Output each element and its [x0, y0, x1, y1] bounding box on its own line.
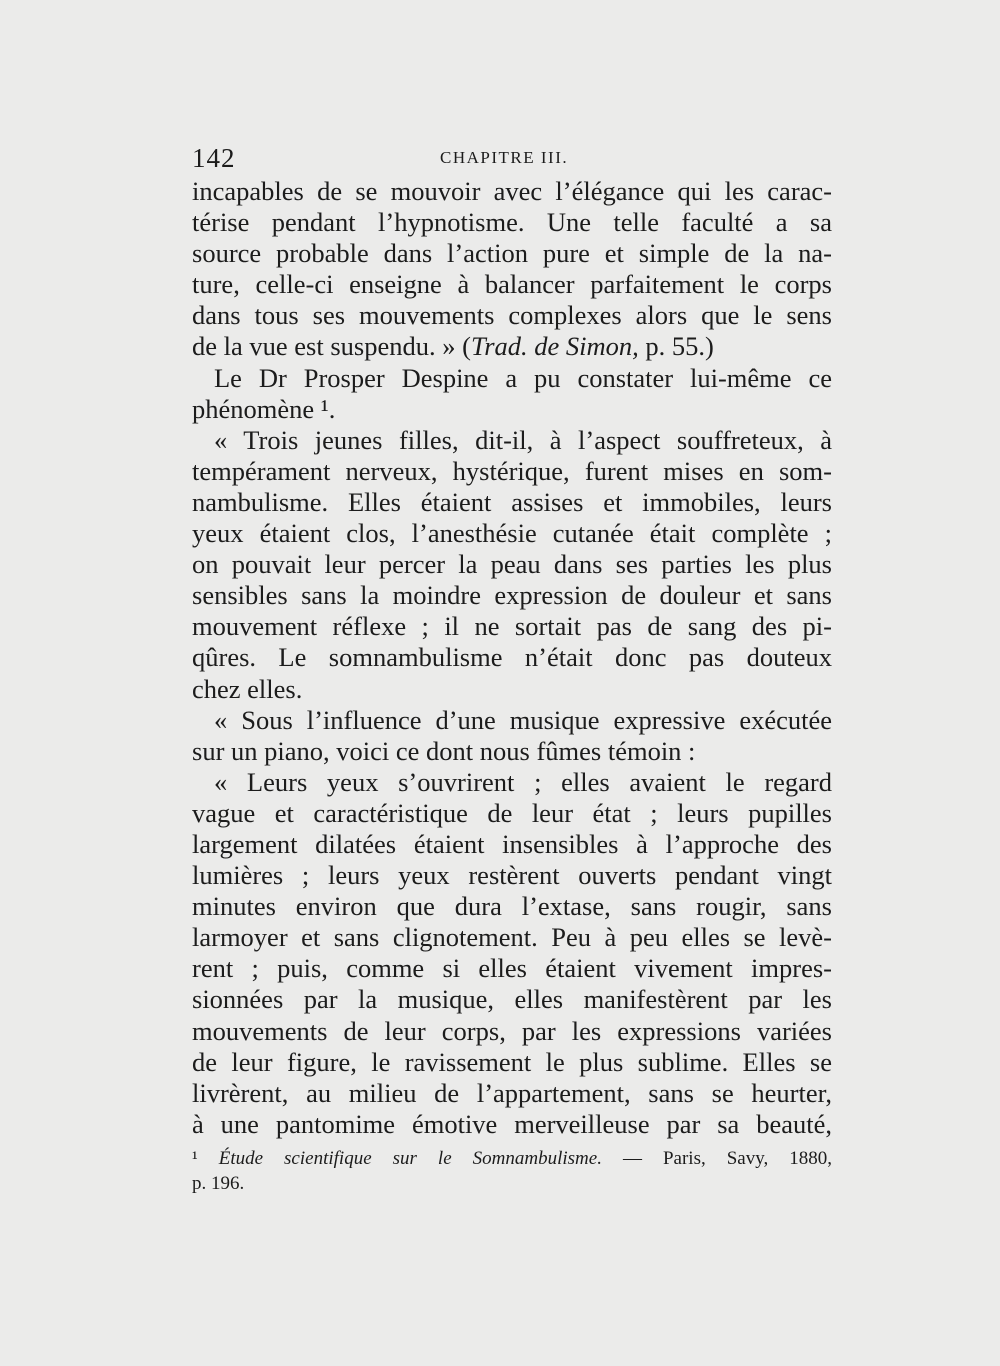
text-line: Le Dr Prosper Despine a pu constater lui-même ce [214, 362, 832, 393]
citation-title: Trad. de Simon, [470, 331, 639, 362]
footnote-line: ¹ Étude scientifique sur le Somnambulisme. — Paris, Savy, 1880, [192, 1148, 832, 1169]
text-line: yeux étaient clos, l’anesthésie cutanée était complète ; [192, 518, 832, 549]
text-line: phénomène ¹. [192, 393, 336, 424]
page-number: 142 [192, 143, 236, 173]
text-line: sensibles sans la moindre expression de douleur et sans [192, 580, 832, 611]
running-head [192, 143, 832, 173]
text-line: de leur figure, le ravissement le plus sublime. Elles se [192, 1046, 832, 1077]
chapter-title: CHAPITRE III. [440, 148, 569, 167]
text-line: livrèrent, au milieu de l’appartement, sans se heurter, [192, 1077, 832, 1108]
text-line: tempérament nerveux, hystérique, furent mises en som- [192, 455, 832, 486]
text-line: ture, celle-ci enseigne à balancer parfaitement le corps [192, 269, 832, 300]
text-line: minutes environ que dura l’extase, sans rougir, sans [192, 891, 832, 922]
text-line: sionnées par la musique, elles manifestèrent par les [192, 984, 832, 1015]
text-line: larmoyer et sans clignotement. Peu à peu elles se levè- [192, 922, 832, 953]
body-text [192, 176, 832, 1140]
text-line: « Leurs yeux s’ouvrirent ; elles avaient le regard [214, 766, 832, 797]
text-line: rent ; puis, comme si elles étaient vivement impres- [192, 953, 832, 984]
text-line: chez elles. [192, 673, 303, 704]
text-line: vague et caractéristique de leur état ; leurs pupilles [192, 797, 832, 828]
text-line: sur un piano, voici ce dont nous fûmes témoin : [192, 735, 696, 766]
text-line: source probable dans l’action pure et simple de la na- [192, 238, 832, 269]
footnote-line: p. 196. [192, 1173, 245, 1194]
footnote [192, 1146, 832, 1196]
text-line: mouvement réflexe ; il ne sortait pas de sang des pi- [192, 611, 832, 642]
text-line: largement dilatées étaient insensibles à l’approche des [192, 828, 832, 859]
text-line: incapables de se mouvoir avec l’élégance qui les carac- [192, 176, 832, 206]
footnote-title: Étude scientifique sur le Somnambulisme. [218, 1148, 602, 1169]
text-line: « Trois jeunes filles, dit-il, à l’aspect souffreteux, à [214, 424, 832, 455]
text-line: dans tous ses mouvements complexes alors que le sens [192, 300, 832, 331]
text-line: térise pendant l’hypnotisme. Une telle faculté a sa [192, 207, 832, 238]
text-line: mouvements de leur corps, par les expressions variées [192, 1015, 832, 1046]
footnote-marker: ¹ [192, 1148, 198, 1169]
text-line: « Sous l’influence d’une musique expressive exécutée [214, 704, 832, 735]
citation-line: de la vue est suspendu. » (Trad. de Simon, p. 55.) [192, 331, 714, 362]
text-line: lumières ; leurs yeux restèrent ouverts pendant vingt [192, 860, 832, 891]
text-line: qûres. Le somnambulisme n’était donc pas douteux [192, 642, 832, 673]
text-line: à une pantomime émotive merveilleuse par sa beauté, [192, 1108, 832, 1139]
text-line: nambulisme. Elles étaient assises et immobiles, leurs [192, 486, 832, 517]
text-line: on pouvait leur percer la peau dans ses parties les plus [192, 549, 832, 580]
